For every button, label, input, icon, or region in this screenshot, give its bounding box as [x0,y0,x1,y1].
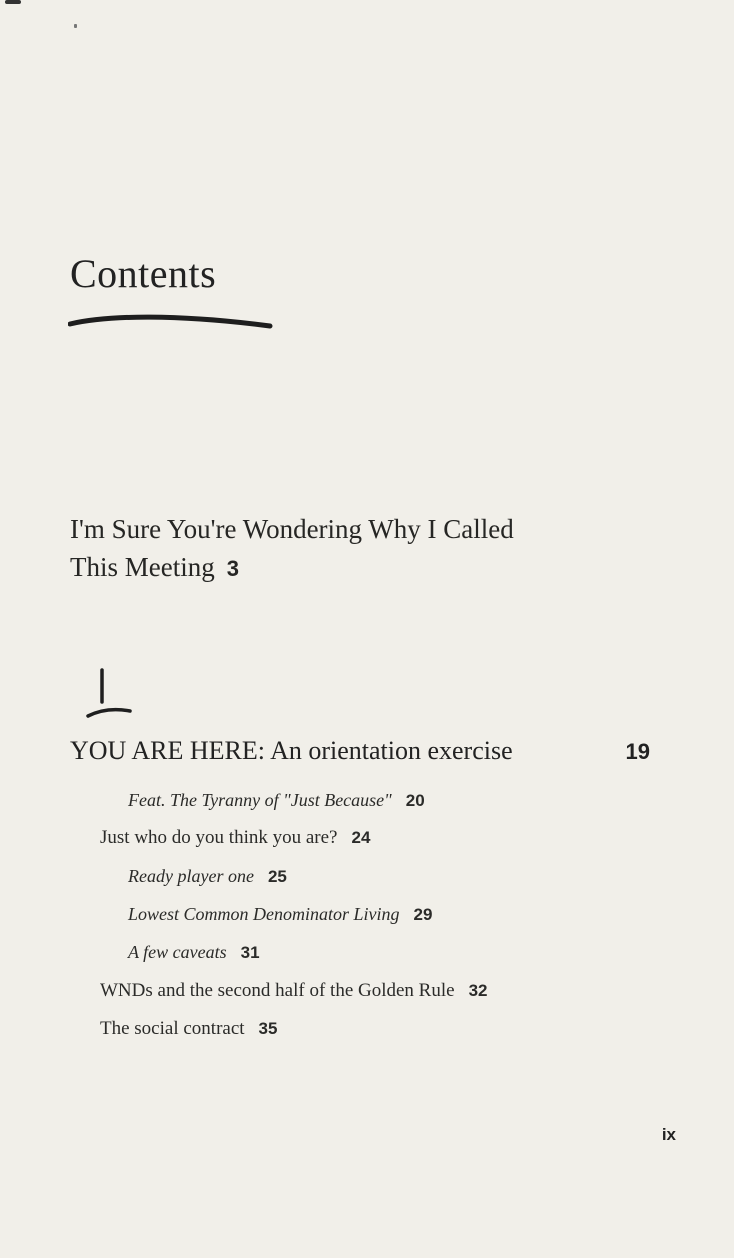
title-underline [68,312,278,332]
page-title: Contents [70,251,217,296]
toc-entry[interactable]: WNDs and the second half of the Golden Rule 32 [100,980,488,1001]
toc-entry[interactable]: The social contract 35 [100,1018,278,1039]
handwritten-part-marker [86,668,136,720]
paper-speck [74,24,77,28]
part-page-number: 19 [625,739,650,764]
entry-label-line-2: This Meeting [70,552,215,582]
toc-entry[interactable]: Just who do you think you are? 24 [100,827,371,848]
part-label: YOU ARE HERE: An orientation exercise [70,736,513,765]
ink-mark [5,0,21,4]
toc-part-heading[interactable] [70,736,650,766]
toc-entry-intro[interactable] [70,510,630,588]
toc-entry-sub[interactable]: Ready player one 25 [128,866,287,886]
entry-label-line-1: I'm Sure You're Wondering Why I Called [70,514,514,544]
toc-entry-sub[interactable]: Lowest Common Denominator Living 29 [128,904,433,924]
entry-page-number: 3 [226,556,239,581]
toc-entry-sub[interactable]: A few caveats 31 [128,942,260,962]
page-folio: ix [661,1125,676,1144]
toc-entry-sub[interactable]: Feat. The Tyranny of "Just Because" 20 [128,790,425,810]
